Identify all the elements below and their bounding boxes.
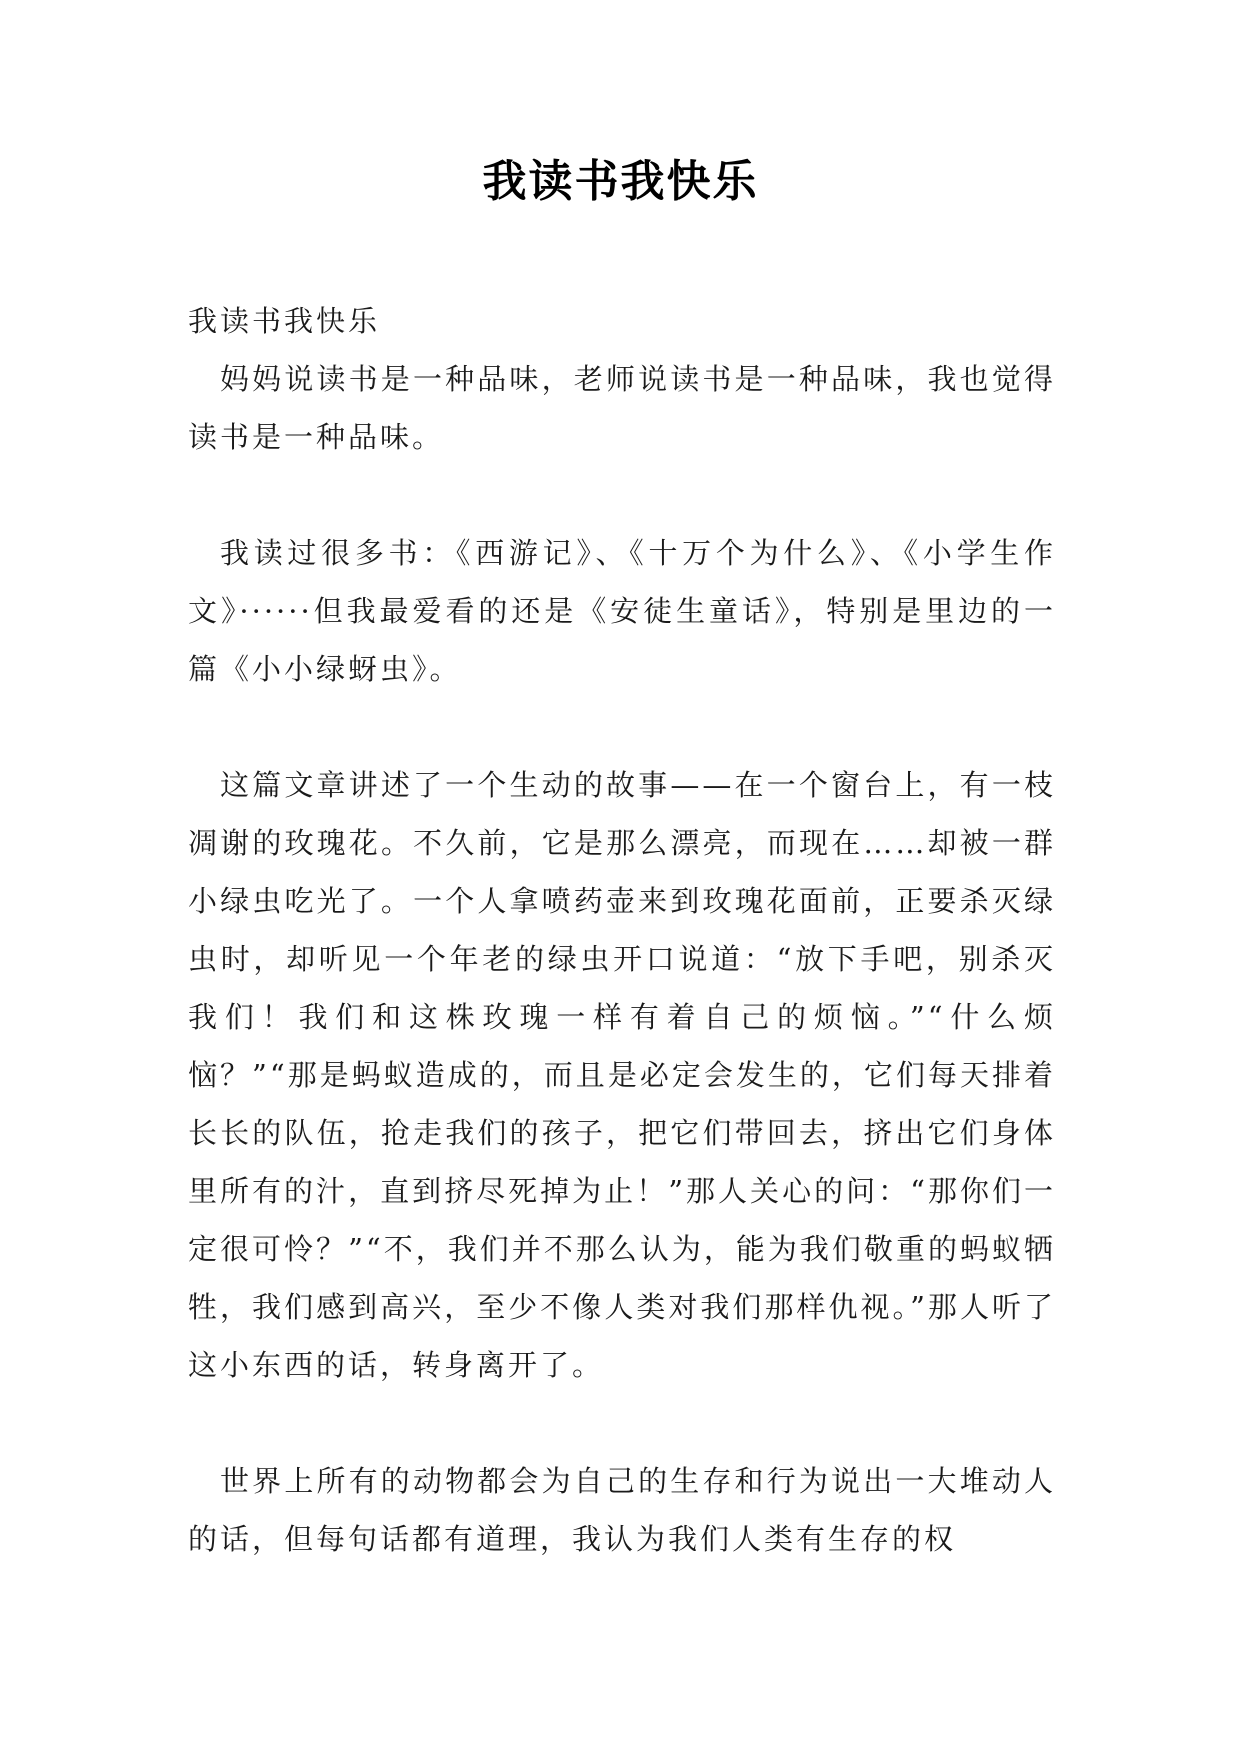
paragraph: 世界上所有的动物都会为自己的生存和行为说出一大堆动人的话，但每句话都有道理，我认为我们人类有生存的权 (188, 1464, 1056, 1556)
document-subtitle: 我读书我快乐 (188, 304, 381, 338)
document-body (188, 292, 1056, 1626)
paragraph: 这篇文章讲述了一个生动的故事——在一个窗台上，有一枝凋谢的玫瑰花。不久前，它是那么漂亮，而现在……却被一群小绿虫吃光了。一个人拿喷药壶来到玫瑰花面前，正要杀灭绿虫时，却听见一个年老的绿虫开口说道：“放下手吧，别杀灭我们！我们和这株玫瑰一样有着自己的烦恼。”“什么烦恼？”“那是蚂蚁造成的，而且是必定会发生的，它们每天排着长长的队伍，抢走我们的孩子，把它们带回去，挤出它们身体里所有的汁，直到挤尽死掉为止！”那人关心的问：“那你们一定很可怜？”“不，我们并不那么认为，能为我们敬重的蚂蚁牺牲，我们感到高兴，至少不像人类对我们那样仇视。”那人听了这小东西的话，转身离开了。 (188, 768, 1056, 1382)
paragraph: 妈妈说读书是一种品味，老师说读书是一种品味，我也觉得读书是一种品味。 (188, 362, 1056, 454)
paragraph: 我读过很多书：《西游记》、《十万个为什么》、《小学生作文》······但我最爱看的还是《安徒生童话》，特别是里边的一篇《小小绿蚜虫》。 (188, 536, 1056, 686)
document-title: 我读书我快乐 (482, 156, 759, 207)
